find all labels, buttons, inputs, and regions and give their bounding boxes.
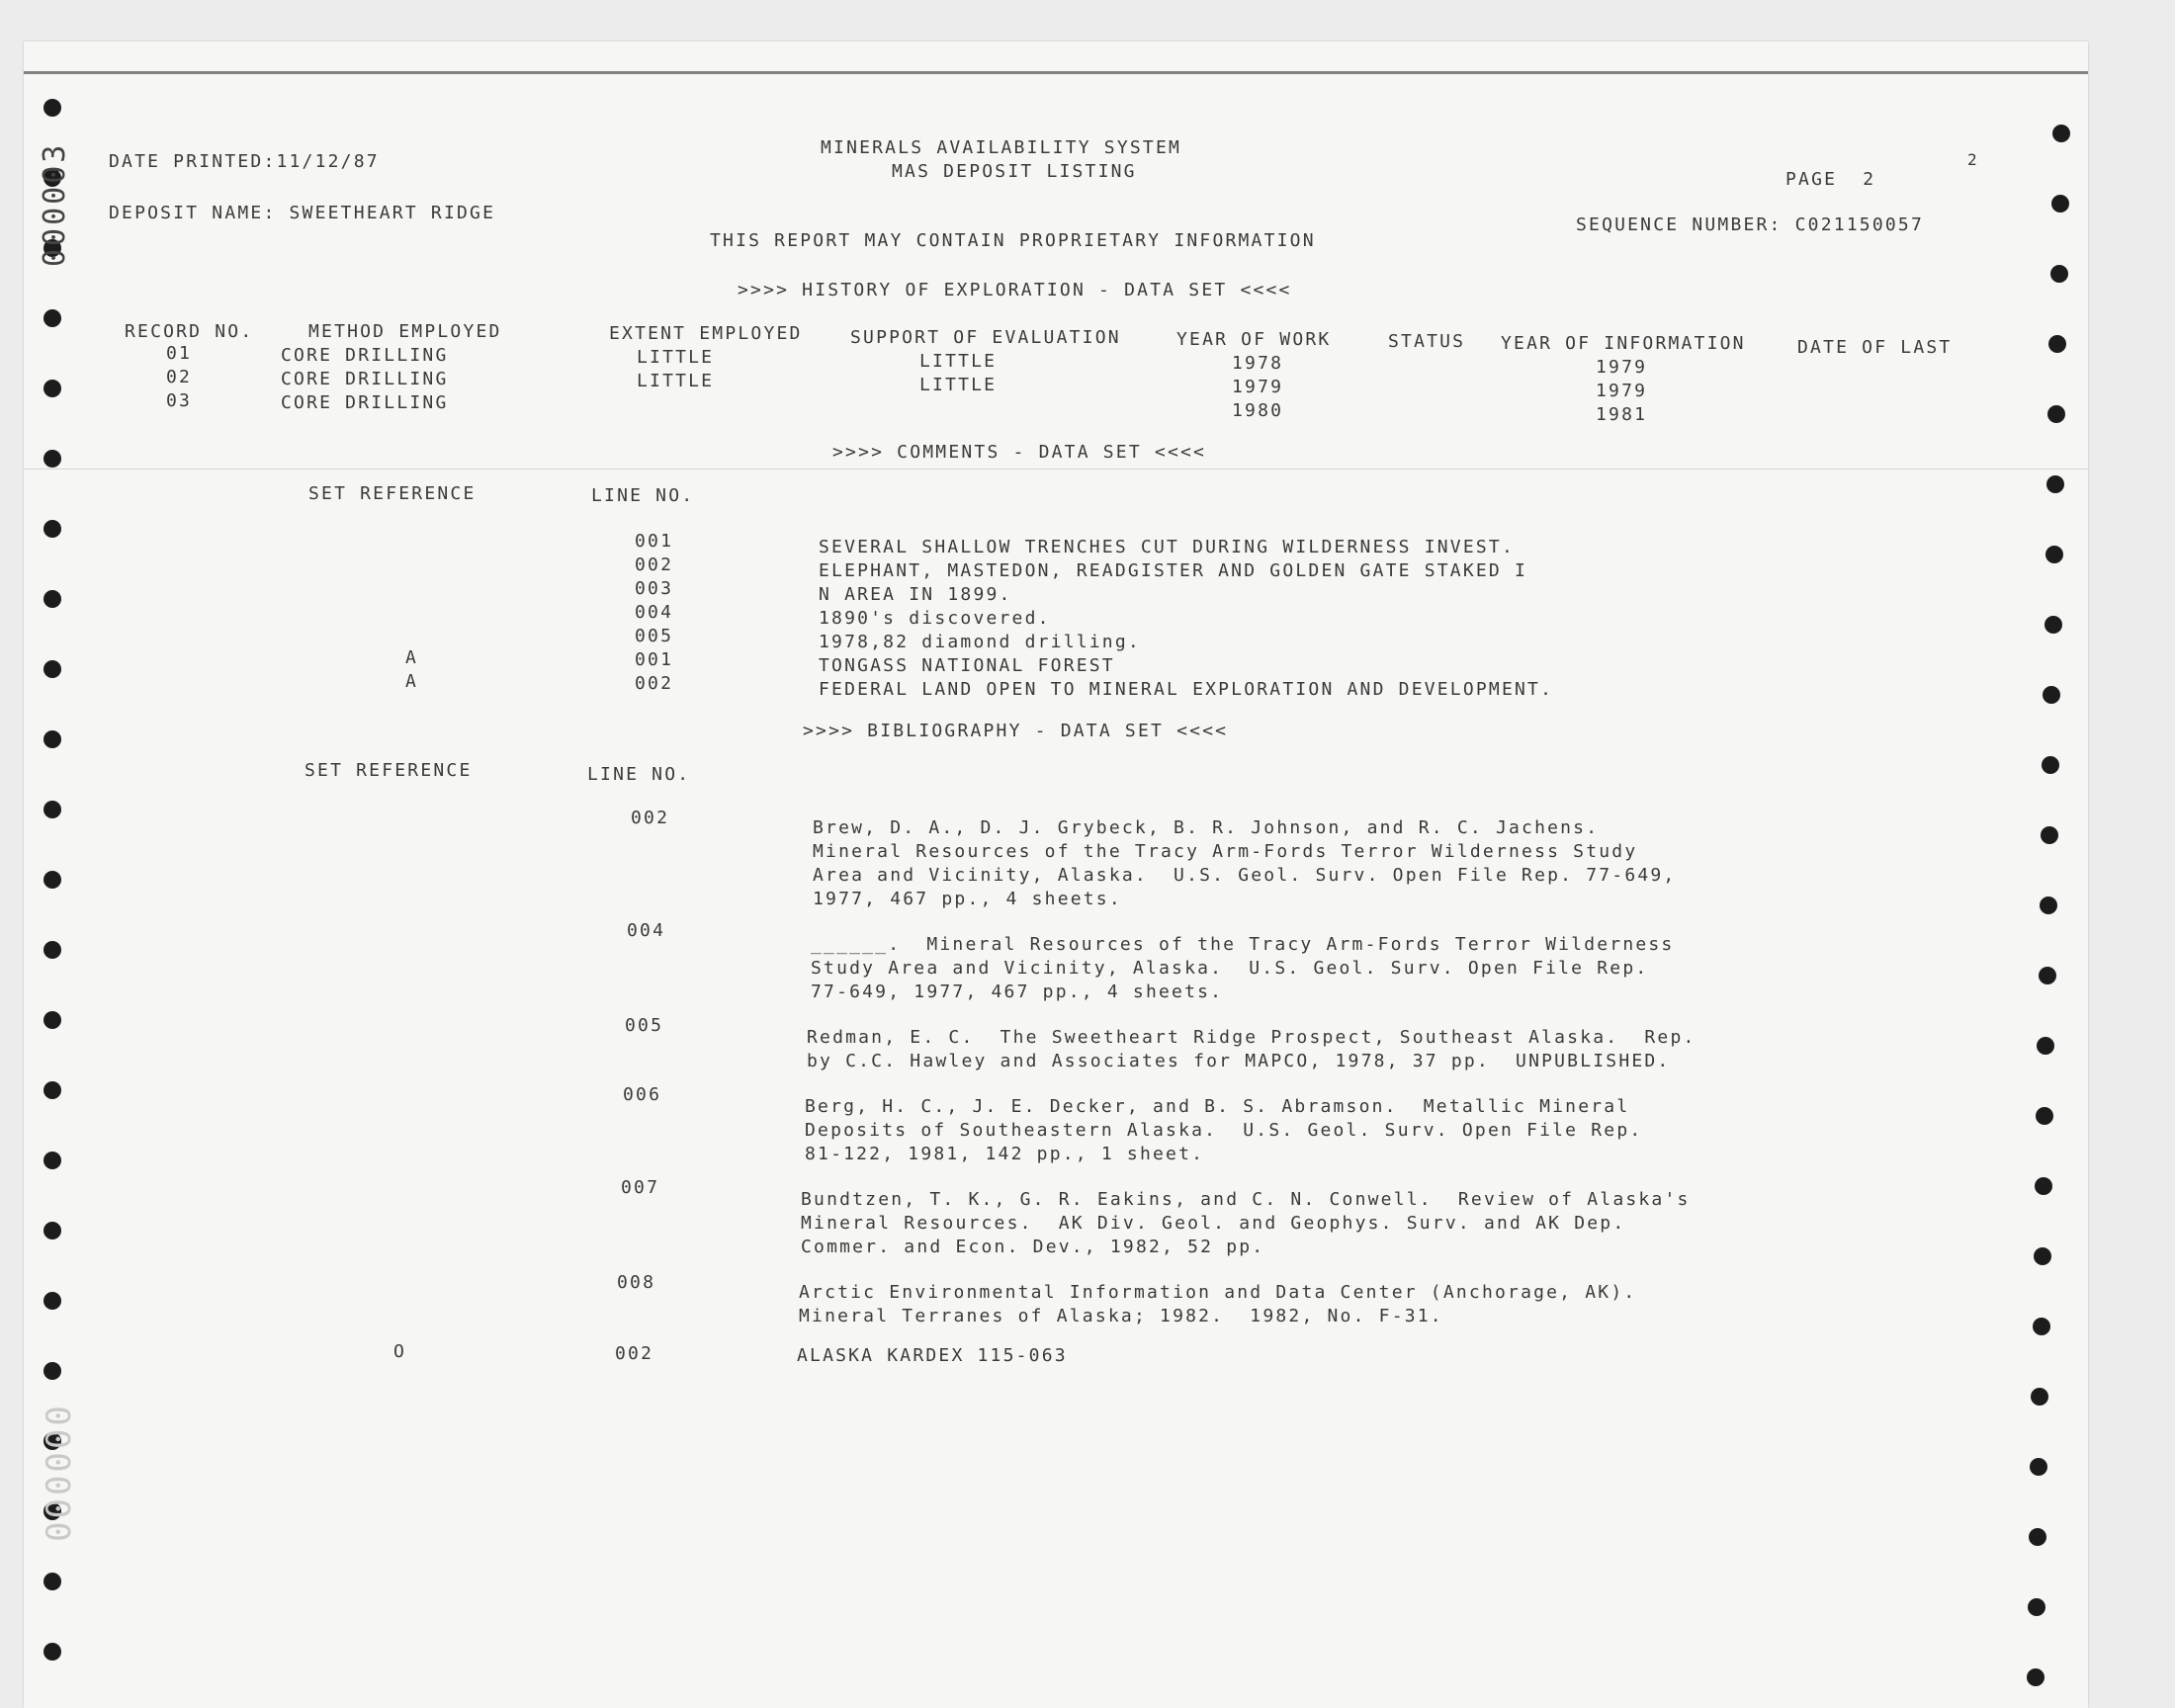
feed-hole [2034,1247,2051,1265]
history-col-year-info: YEAR OF INFORMATION [1501,333,1746,354]
history-year-work: 1978 [1232,353,1284,374]
comments-col-set-reference: SET REFERENCE [308,483,477,504]
feed-hole [44,1081,61,1099]
comment-set-reference: A [405,647,419,668]
history-col-year-work: YEAR OF WORK [1176,329,1332,350]
feed-hole [44,730,61,748]
comment-line-no: 001 [635,649,674,670]
feed-hole [44,1292,61,1310]
feed-hole [2041,826,2058,844]
feed-hole [2052,125,2070,142]
comment-set-reference: A [405,671,419,692]
comment-line-no: 003 [635,578,674,599]
history-record: 03 [166,390,193,411]
feed-hole [2028,1598,2045,1616]
feed-hole [44,590,61,608]
history-year-info: 1981 [1596,404,1648,425]
history-col-extent: EXTENT EMPLOYED [609,323,803,344]
feed-hole [44,520,61,538]
comment-text: SEVERAL SHALLOW TRENCHES CUT DURING WILDERNESS INVEST. [819,537,1515,557]
bibliography-text: Mineral Terranes of Alaska; 1982. 1982, No. F-31. [799,1306,1443,1326]
feed-hole [44,1011,61,1029]
bibliography-line-no: 006 [623,1084,662,1105]
bibliography-text: by C.C. Hawley and Associates for MAPCO, 1978, 37 pp. UNPUBLISHED. [807,1051,1671,1071]
page-number: PAGE 2 [1785,169,1876,190]
feed-hole [2040,897,2057,914]
bibliography-col-set-reference: SET REFERENCE [304,760,473,781]
feed-hole [2051,195,2069,213]
sequence-number: SEQUENCE NUMBER: C021150057 [1576,214,1924,235]
history-extent: LITTLE [637,347,715,368]
comment-text: ELEPHANT, MASTEDON, READGISTER AND GOLDEN GATE STAKED I [819,560,1528,581]
history-col-support: SUPPORT OF EVALUATION [850,327,1121,348]
comments-col-line-no: LINE NO. [591,485,695,506]
feed-hole [44,450,61,468]
history-method: CORE DRILLING [281,392,449,413]
comment-line-no: 004 [635,602,674,623]
sequence-stamp: 000003 [38,141,72,267]
history-year-work: 1980 [1232,400,1284,421]
bibliography-section-title: >>>> BIBLIOGRAPHY - DATA SET <<<< [803,721,1229,741]
listing-title: MAS DEPOSIT LISTING [892,161,1137,182]
proprietary-notice: THIS REPORT MAY CONTAIN PROPRIETARY INFORMATION [710,230,1316,251]
feed-hole [2029,1528,2046,1546]
history-method: CORE DRILLING [281,345,449,366]
history-col-status: STATUS [1388,331,1466,352]
faint-stamp: 000000 [40,1403,79,1542]
history-col-date-last: DATE OF LAST [1797,337,1953,358]
history-year-work: 1979 [1232,377,1284,397]
feed-hole [2033,1318,2050,1335]
deposit-name: DEPOSIT NAME: SWEETHEART RIDGE [109,203,496,223]
comment-text: TONGASS NATIONAL FOREST [819,655,1115,676]
history-record: 02 [166,367,193,387]
feed-hole [44,660,61,678]
bibliography-text: Mineral Resources of the Tracy Arm-Fords Terror Wilderness Study [813,841,1638,862]
bibliography-text: Berg, H. C., J. E. Decker, and B. S. Abramson. Metallic Mineral [805,1096,1630,1117]
history-record: 01 [166,343,193,364]
history-support: LITTLE [919,375,998,395]
feed-hole [2044,616,2062,634]
bibliography-text: 77-649, 1977, 467 pp., 4 sheets. [811,982,1224,1002]
bibliography-text: ______. Mineral Resources of the Tracy Arm-Fords Terror Wilderness [811,934,1675,955]
feed-hole [44,801,61,818]
feed-hole [44,99,61,117]
comment-line-no: 001 [635,531,674,552]
feed-hole [44,1573,61,1590]
history-year-info: 1979 [1596,381,1648,401]
bibliography-text: Redman, E. C. The Sweetheart Ridge Prospect, Southeast Alaska. Rep. [807,1027,1696,1048]
feed-hole [2045,546,2063,563]
comments-section-title: >>>> COMMENTS - DATA SET <<<< [832,442,1207,463]
feed-hole [44,1643,61,1661]
bibliography-text: Arctic Environmental Information and Data Center (Anchorage, AK). [799,1282,1637,1303]
bibliography-set-reference: O [393,1341,407,1362]
bibliography-text: Commer. and Econ. Dev., 1982, 52 pp. [801,1237,1265,1257]
feed-hole [2027,1668,2044,1686]
feed-hole [2035,1177,2052,1195]
comment-text: 1978,82 diamond drilling. [819,632,1141,652]
comment-text: FEDERAL LAND OPEN TO MINERAL EXPLORATION AND DEVELOPMENT. [819,679,1554,700]
feed-hole [44,1152,61,1169]
feed-hole [44,871,61,889]
feed-hole [2046,475,2064,493]
bibliography-text: 1977, 467 pp., 4 sheets. [813,889,1122,909]
comment-line-no: 005 [635,626,674,646]
date-printed: DATE PRINTED:11/12/87 [109,151,380,172]
feed-hole [2039,967,2056,984]
comment-line-no: 002 [635,555,674,575]
page-corner-number: 2 [1967,150,1979,169]
history-year-info: 1979 [1596,357,1648,378]
bibliography-col-line-no: LINE NO. [587,764,691,785]
system-title: MINERALS AVAILABILITY SYSTEM [821,137,1182,158]
bibliography-line-no: 004 [627,920,666,941]
feed-hole [44,1222,61,1239]
history-method: CORE DRILLING [281,369,449,389]
feed-hole [44,380,61,397]
bibliography-text: Area and Vicinity, Alaska. U.S. Geol. Surv. Open File Rep. 77-649, [813,865,1677,886]
bibliography-text: 81-122, 1981, 142 pp., 1 sheet. [805,1144,1205,1164]
feed-hole [44,1362,61,1380]
bibliography-text: Bundtzen, T. K., G. R. Eakins, and C. N. Conwell. Review of Alaska's [801,1189,1691,1210]
bibliography-text: Mineral Resources. AK Div. Geol. and Geophys. Surv. and AK Dep. [801,1213,1626,1234]
bibliography-text: Study Area and Vicinity, Alaska. U.S. Geol. Surv. Open File Rep. [811,958,1649,979]
feed-hole [44,941,61,959]
feed-hole [44,309,61,327]
history-section-title: >>>> HISTORY OF EXPLORATION - DATA SET <<<< [738,280,1292,300]
bibliography-line-no: 002 [631,808,670,828]
feed-hole [2050,265,2068,283]
comment-text: N AREA IN 1899. [819,584,1012,605]
comment-line-no: 002 [635,673,674,694]
bibliography-line-no: 008 [617,1272,656,1293]
comment-text: 1890's discovered. [819,608,1051,629]
bibliography-text: Brew, D. A., D. J. Grybeck, B. R. Johnson, and R. C. Jachens. [813,817,1600,838]
history-col-record: RECORD NO. [125,321,254,342]
history-support: LITTLE [919,351,998,372]
bibliography-text: ALASKA KARDEX 115-063 [797,1345,1068,1366]
history-extent: LITTLE [637,371,715,391]
bibliography-line-no: 007 [621,1177,660,1198]
bibliography-line-no: 005 [625,1015,664,1036]
bibliography-text: Deposits of Southeastern Alaska. U.S. Geol. Surv. Open File Rep. [805,1120,1643,1141]
bibliography-line-no: 002 [615,1343,654,1364]
history-col-method: METHOD EMPLOYED [308,321,502,342]
